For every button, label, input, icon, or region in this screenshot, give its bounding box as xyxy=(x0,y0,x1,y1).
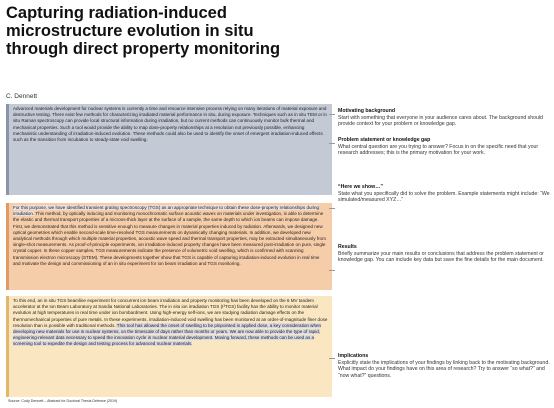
paragraph-background xyxy=(6,104,332,195)
annotation-problem-statement xyxy=(338,137,550,157)
implications-highlight: This tool has allowed the onset of swelling to be pinpointed in applied dose, a key consideration when developing new materials for use in nuclear systems, on the timescale of days rather than months or years. We are now able to provide the type of rapid, engineering-relevant data necessary to speed the innovation cycle in nuclear material development. Moving forward, these methods can be used as a screening tool to expedite the design and testing process for advanced nuclear materials. xyxy=(13,322,322,347)
annotation-text: What central question are you trying to answer? Focus in on the specific need that your research addresses; this is the primary motivation for your work. xyxy=(338,143,539,157)
annotation-connector xyxy=(329,114,335,115)
here-we-show-highlight: For this purpose, we have identified transient grating spectroscopy (TGS) as an appropriate technique to obtain these dose-property relationships during irradiation. xyxy=(13,205,320,217)
annotation-connector xyxy=(329,208,335,209)
annotation-heading: Problem statement or knowledge gap xyxy=(338,137,431,143)
annotation-connector xyxy=(329,143,335,144)
source-note: Source: Cody Dennett – Abstract for Doctoral Thesis Defense (2019) xyxy=(8,399,118,403)
annotation-heading: Implications xyxy=(338,353,369,359)
paragraph-text: Advanced materials development for nuclear systems is currently a time and resource intensive process relying on many iterations of material exposure and destructive testing. There exist few methods for characterizing irradiated material performance in situ, during exposure. Techniques such as in situ TEM or in situ Raman spectroscopy can provide local structural information during irradiation, but no current methods can continuously monitor bulk thermal and mechanical properties. Such a tool would provide the ability to map dose-property relationships at a resolution not previously possible, enhancing mechanistic understanding of irradiation-induced evolution. These methods could also be used to identify the onset of emergent irradiation-induced effects such as the transition from incubation to steady-state void swelling. xyxy=(13,106,327,143)
annotation-results xyxy=(338,244,550,264)
annotation-heading: Results xyxy=(338,244,357,250)
annotation-implications xyxy=(338,353,550,379)
annotation-text: Start with something that everyone in your audience cares about. The background should provide context for your problem or knowledge gap. xyxy=(338,114,543,128)
page-title: Capturing radiation-induced microstructure evolution in situ through direct property monitoring xyxy=(6,4,281,58)
paragraph-results xyxy=(6,296,332,397)
annotation-text: State what you specifically did to solve the problem. Example statements might include: “We simulated/measured XYZ…” xyxy=(338,190,550,204)
annotation-here-we-show xyxy=(338,184,550,204)
annotation-text: Briefly summarize your main results or conclusions that address the problem statement or knowledge gap. You can include key data but save the fine details for the main document. xyxy=(338,250,544,264)
author: C. Dennett xyxy=(6,93,38,100)
paragraph-text: This method, by optically inducing and monitoring monochromatic surface acoustic waves on materials under investigation, is able to determine the elastic and thermal transport properties of a microns-thick layer at the surface of a sample, the same depth to which ion beams can impose damage. First, we demonstrated that this method is sensitive enough to measure changes in material properties induced by radiation. Afterwards, we designed new optical geometries which enable second-scale time-resolved TGS measurements on dynamically changing materials. In addition, we developed new analytical methods through which multiple material properties, acoustic wave speed and thermal transport properties, may be extracted simultaneously from single-shot measurements. As proof-of-principle experiments, ion irradiation-induced property changes have been measured post-irradiation on pure, single crystal copper. In these copper samples, TGS measurements indicate the presence of volumetric void swelling, which is confirmed with scanning transmission electron microscopy (STEM). These developments together show that TGS is capable of capturing irradiation-induced evolution in real time and motivate the design and commissioning of an in situ experiment for ion beam irradiation and TGS monitoring. xyxy=(13,211,326,266)
annotation-heading: Motivating background xyxy=(338,108,396,114)
annotation-heading: “Here we show…” xyxy=(338,184,383,190)
annotation-connector xyxy=(329,358,335,359)
annotation-connector xyxy=(329,270,335,271)
paragraph-methods xyxy=(6,203,332,290)
annotation-motivating-background xyxy=(338,108,550,128)
paragraph-text: To this end, an in situ TGS beamline experiment for concurrent ion beam irradiation and property monitoring has been developed on the 6 MV tandem accelerator at the Ion Beam Laboratory at Sandia National Laboratories. The in situ ion irradiation TGS (I³TGS) facility has the ability to monitor material evolution at high temperatures in real time under ion bombardment. Using high-energy self-ions, we are studying radiation damage effects on the thermomechanical properties of pure metals. In these experiments, irradiation-induced void swelling has been monitored at an order-of-magnitude finer dose resolution than is possible with traditional methods. xyxy=(13,298,328,328)
annotation-text: Explicitly state the implications of your findings by linking back to the motivating background. What impact do your findings have on this area of research? Try to answer “so what?” and “now what?” questions. xyxy=(338,359,550,379)
